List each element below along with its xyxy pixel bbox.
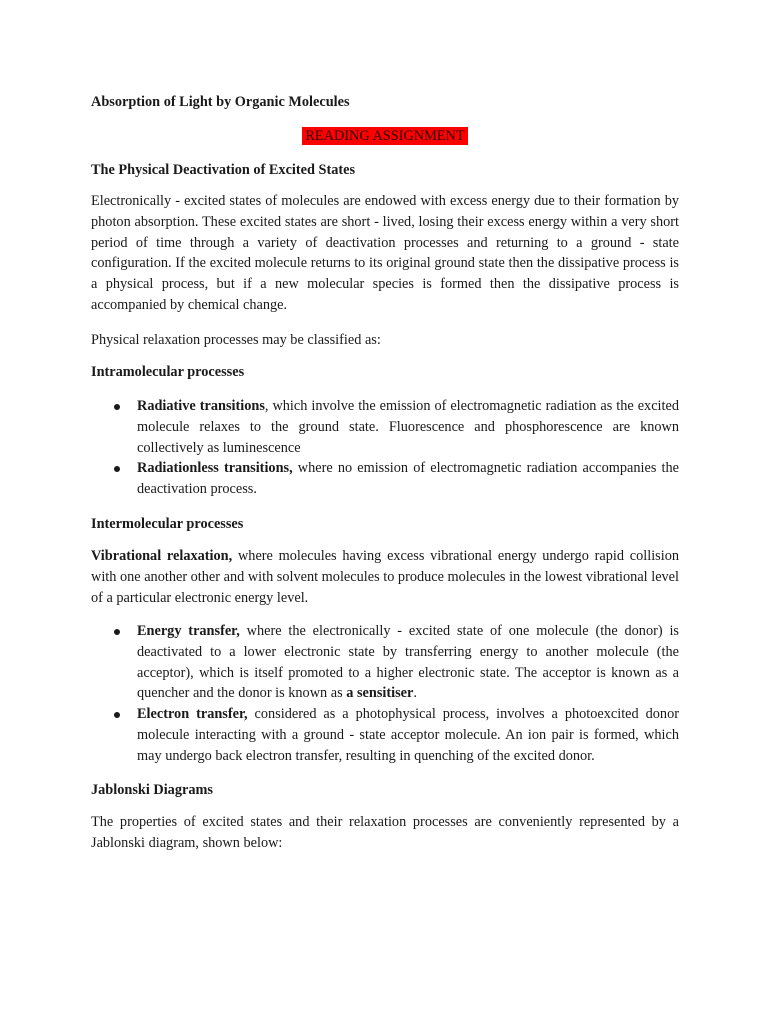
item-text-end: . [413, 685, 417, 702]
vibrational-text: where molecules having excess vibrational energy undergo rapid collision with one another other and with solvent molecules to produce molecules in the lowest vibrational level of a particular electronic energy level. [91, 548, 680, 606]
item-text: where the electronically - excited state of one molecule (the donor) is deactivated to a lower electronic state by transferring energy to another molecule (the acceptor), which is itself promoted to a higher electronic state. The acceptor is known as a quencher and the donor is known as [137, 623, 679, 702]
reading-assignment-banner: READING ASSIGNMENT [302, 127, 467, 145]
term-radiative: Radiative transitions [137, 398, 265, 414]
term-electron-transfer: Electron transfer, [137, 706, 248, 723]
section-heading-intramolecular: Intramolecular processes [91, 364, 245, 380]
section-heading-jablonski: Jablonski Diagrams [91, 782, 213, 798]
term-energy-transfer: Energy transfer, [137, 623, 240, 639]
document-title: Absorption of Light by Organic Molecules [91, 94, 350, 110]
bullet-icon [114, 404, 120, 410]
term-radiationless: Radiationless transitions, [137, 460, 293, 477]
bullet-icon [114, 712, 120, 718]
item-text: where no emission of electromagnetic radiation accompanies the deactivation process. [137, 460, 679, 498]
term-vibrational: Vibrational relaxation, [91, 548, 233, 564]
list-item [91, 458, 679, 500]
list-item [91, 621, 679, 704]
list-item [91, 396, 679, 458]
section-heading-intermolecular: Intermolecular processes [91, 516, 244, 532]
paragraph-jablonski: The properties of excited states and their relaxation processes are conveniently represented by a Jablonski diagram, shown below: [91, 814, 679, 851]
bullet-icon [114, 629, 120, 635]
section-heading-deactivation: The Physical Deactivation of Excited States [91, 162, 356, 178]
banner-container [91, 127, 679, 145]
bullet-icon [114, 466, 120, 472]
paragraph-classification: Physical relaxation processes may be classified as: [91, 332, 381, 348]
term-sensitiser: a sensitiser [346, 685, 414, 702]
intramolecular-list [91, 396, 679, 500]
paragraph-excited-states: Electronically - excited states of molecules are endowed with excess energy due to their formation by photon absorption. These excited states are short - lived, losing their excess energy within a very short period of time through a variety of deactivation processes and returning to a ground - state configuration. If the excited molecule returns to its original ground state then the dissipative process is a physical process, but if a new molecular species is formed then the dissipative process is accompanied by chemical change. [91, 193, 679, 313]
list-item [91, 704, 679, 766]
item-text: considered as a photophysical process, involves a photoexcited donor molecule interacting with a ground - state acceptor molecule. An ion pair is formed, which may undergo back electron transfer, resulting in quenching of the excited donor. [137, 706, 679, 764]
paragraph-vibrational [91, 546, 679, 608]
intermolecular-list [91, 621, 679, 767]
item-text: , which involve the emission of electromagnetic radiation as the excited molecule relaxes to the ground state. Fluorescence and phosphorescence are known collectively as luminescence [137, 398, 679, 456]
